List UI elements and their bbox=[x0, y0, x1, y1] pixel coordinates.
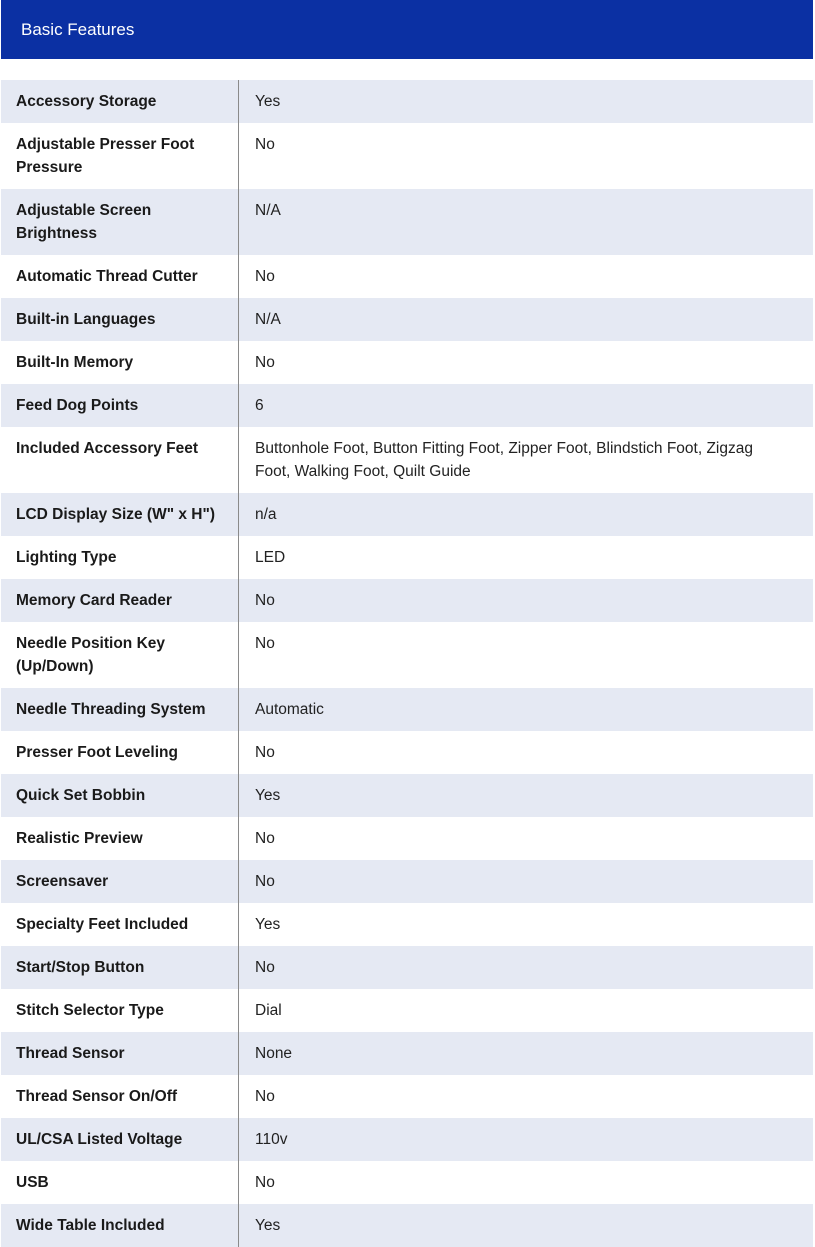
feature-value: Buttonhole Foot, Button Fitting Foot, Zipper Foot, Blindstich Foot, Zigzag Foot, Walking Foot, Quilt Guide bbox=[255, 440, 753, 480]
feature-label: Screensaver bbox=[1, 860, 239, 903]
feature-value: None bbox=[255, 1045, 293, 1062]
table-row bbox=[1, 731, 813, 774]
table-row bbox=[1, 80, 813, 123]
feature-label: Needle Threading System bbox=[1, 688, 239, 731]
feature-value: No bbox=[255, 830, 275, 847]
feature-label: Accessory Storage bbox=[1, 80, 239, 123]
feature-value: N/A bbox=[255, 202, 281, 219]
table-row bbox=[1, 622, 813, 688]
feature-value: No bbox=[255, 959, 275, 976]
feature-label: Realistic Preview bbox=[1, 817, 239, 860]
feature-value: Dial bbox=[255, 1002, 282, 1019]
feature-value: No bbox=[255, 1088, 275, 1105]
feature-label: USB bbox=[1, 1161, 239, 1204]
feature-value: 110v bbox=[255, 1131, 288, 1148]
table-row bbox=[1, 1075, 813, 1118]
feature-label: Automatic Thread Cutter bbox=[1, 255, 239, 298]
table-row bbox=[1, 536, 813, 579]
feature-value: Yes bbox=[255, 787, 281, 804]
table-row bbox=[1, 989, 813, 1032]
feature-value: 6 bbox=[255, 397, 264, 414]
feature-value: No bbox=[255, 873, 275, 890]
feature-label: Quick Set Bobbin bbox=[1, 774, 239, 817]
table-row bbox=[1, 255, 813, 298]
feature-value: No bbox=[255, 592, 275, 609]
feature-label: LCD Display Size (W" x H") bbox=[1, 493, 239, 536]
feature-label: Adjustable Screen Brightness bbox=[1, 189, 239, 255]
feature-label: Specialty Feet Included bbox=[1, 903, 239, 946]
table-row bbox=[1, 860, 813, 903]
feature-label: Lighting Type bbox=[1, 536, 239, 579]
feature-value: No bbox=[255, 354, 275, 371]
table-row bbox=[1, 1118, 813, 1161]
feature-label: Needle Position Key (Up/Down) bbox=[1, 622, 239, 688]
feature-label: Stitch Selector Type bbox=[1, 989, 239, 1032]
feature-label: Built-in Languages bbox=[1, 298, 239, 341]
section-header bbox=[1, 0, 813, 59]
table-row bbox=[1, 579, 813, 622]
table-row bbox=[1, 427, 813, 493]
feature-value: n/a bbox=[255, 506, 277, 523]
table-row bbox=[1, 298, 813, 341]
table-row bbox=[1, 493, 813, 536]
table-row bbox=[1, 189, 813, 255]
table-row bbox=[1, 1032, 813, 1075]
feature-label: Presser Foot Leveling bbox=[1, 731, 239, 774]
table-row bbox=[1, 1161, 813, 1204]
feature-value: Yes bbox=[255, 916, 281, 933]
table-row bbox=[1, 123, 813, 189]
feature-value: N/A bbox=[255, 311, 281, 328]
feature-value: Automatic bbox=[255, 701, 324, 718]
table-row bbox=[1, 384, 813, 427]
feature-value: No bbox=[255, 744, 275, 761]
features-table bbox=[1, 80, 813, 1247]
feature-label: Feed Dog Points bbox=[1, 384, 239, 427]
feature-label: Wide Table Included bbox=[1, 1204, 239, 1247]
feature-label: Memory Card Reader bbox=[1, 579, 239, 622]
feature-label: Included Accessory Feet bbox=[1, 427, 239, 493]
feature-label: Built-In Memory bbox=[1, 341, 239, 384]
table-row bbox=[1, 688, 813, 731]
feature-label: Start/Stop Button bbox=[1, 946, 239, 989]
feature-value: No bbox=[255, 635, 275, 652]
feature-label: Thread Sensor bbox=[1, 1032, 239, 1075]
section-title: Basic Features bbox=[21, 19, 135, 39]
feature-value: No bbox=[255, 1174, 275, 1191]
table-row bbox=[1, 341, 813, 384]
feature-value: LED bbox=[255, 549, 286, 566]
feature-label: UL/CSA Listed Voltage bbox=[1, 1118, 239, 1161]
table-row bbox=[1, 1204, 813, 1247]
feature-value: No bbox=[255, 136, 275, 153]
feature-value: Yes bbox=[255, 1217, 281, 1234]
table-row bbox=[1, 903, 813, 946]
feature-label: Adjustable Presser Foot Pressure bbox=[1, 123, 239, 189]
feature-label: Thread Sensor On/Off bbox=[1, 1075, 239, 1118]
feature-value: No bbox=[255, 268, 275, 285]
feature-value: Yes bbox=[255, 93, 281, 110]
table-row bbox=[1, 946, 813, 989]
table-row bbox=[1, 774, 813, 817]
table-row bbox=[1, 817, 813, 860]
